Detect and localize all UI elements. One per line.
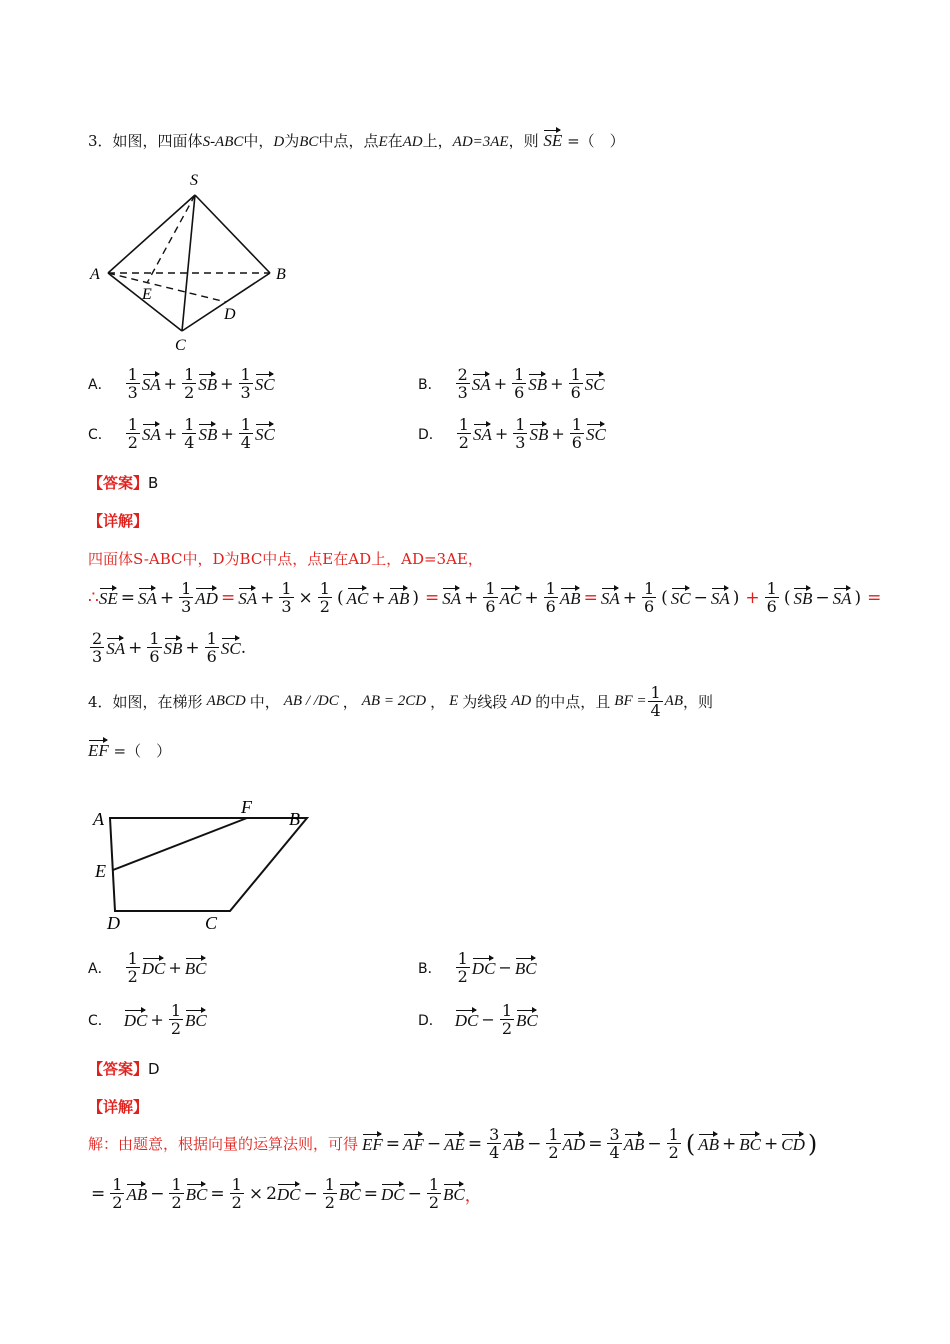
q4-option-a[interactable]: A． $\frac{1}{2}$ DC + BC [88,949,207,986]
label-B: B [289,809,300,829]
label-A: A [90,266,100,283]
q4-option-d[interactable]: D． DC − $\frac{1}{2}$ BC [418,1001,538,1038]
q3-option-b[interactable]: B． $\frac{2}{3}$ SA + $\frac{1}{6}$ SB + $\frac{1}{6}$ SC [418,365,605,402]
vector-SE: SE [543,128,562,151]
label-C: C [205,913,218,933]
trapezoid-figure [85,795,315,935]
label-D: D [224,306,236,323]
q3-detail-heading: 【详解】 [88,512,149,530]
label-E: E [95,861,106,881]
q4-stem-cont: EF =（ ） [88,738,171,761]
label-S: S [190,172,198,189]
q4-answer: 【答案】D [88,1060,160,1078]
q4-option-b[interactable]: B． $\frac{1}{2}$ DC − BC [418,949,537,986]
q3-option-c[interactable]: C． $\frac{1}{2}$ SA + $\frac{1}{4}$ SB + $\frac{1}{4}$ SC [88,415,275,452]
label-F: F [241,797,252,817]
q3-detail-text: 四面体S-ABC中，D为BC中点，点E在AD上，AD=3AE， [88,550,483,568]
label-A: A [93,809,104,829]
q3-option-a[interactable]: A． $\frac{1}{3}$ SA + $\frac{1}{2}$ SB + $\frac{1}{3}$ SC [88,365,275,402]
q3-stem: 3．如图，四面体S-ABC中，D为BC中点，点E在AD上，AD=3AE，则 SE =（ ） [88,128,625,151]
q3-option-d[interactable]: D． $\frac{1}{2}$ SA + $\frac{1}{3}$ SB + $\frac{1}{6}$ SC [418,415,606,452]
q4-detail-heading: 【详解】 [88,1098,149,1116]
q4-derivation-line1: 解：由题意，根据向量的运算法则，可得 EF = AF − AE = $\frac{3}{4}$ AB − $\frac{1}{2}$ AD = $\frac{3}{4}$ AB − $\frac{1}{2}$ ( AB + BC + CD ) [88,1125,818,1162]
label-D: D [107,913,120,933]
label-E: E [142,286,152,303]
q4-derivation-line2: = $\frac{1}{2}$ AB − $\frac{1}{2}$ BC = $\frac{1}{2}$ × 2 DC − $\frac{1}{2}$ BC = DC − $\frac{1}{2}$ BC ， [91,1175,482,1212]
q4-stem: 4． 如图，在梯形 ABCD 中， AB / /DC ， AB = 2CD ， E 为线段 AD 的中点，且 BF = $\frac{1}{4}$ AB ，则 [88,683,714,720]
q3-derivation-line2: $\frac{2}{3}$ SA + $\frac{1}{6}$ SB + $\frac{1}{6}$ SC . [92,629,247,666]
vector-EF: EF [88,738,109,761]
label-C: C [175,337,186,354]
q3-derivation-line1: ∴ SE = SA + $\frac{1}{3}$ AD = SA + $\frac{1}{3}$ × $\frac{1}{2}$ ( AC + AB ) = SA + $\frac{1}{6}$ AC + $\frac{1}{6}$ AB = SA + $\frac{1}{6}$ ( SC − SA ) + $\frac{1}{6}$ ( SB − SA ) = [88,579,882,616]
label-B: B [276,266,286,283]
tetrahedron-figure [80,165,310,360]
q3-answer: 【答案】B [88,474,159,492]
q4-option-c[interactable]: C． DC + $\frac{1}{2}$ BC [88,1001,207,1038]
